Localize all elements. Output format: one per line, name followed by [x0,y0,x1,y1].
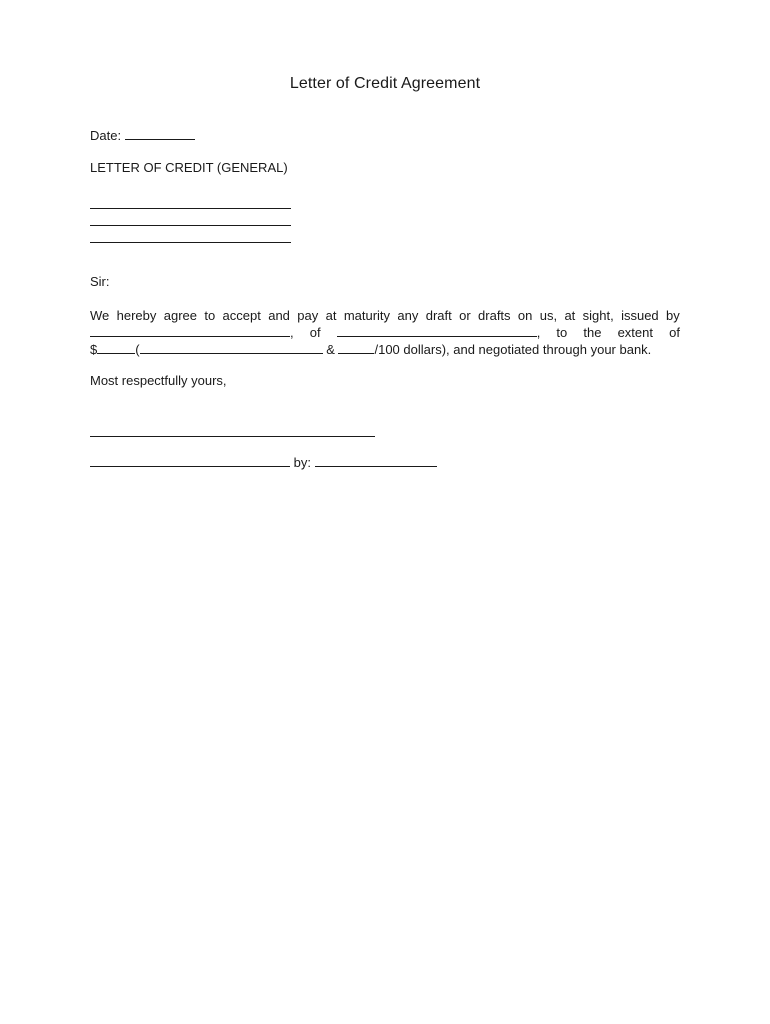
signer-line [90,455,437,471]
of-word: of [309,325,321,340]
paragraph-word: and [268,308,290,323]
extent-word-2: the [583,325,602,340]
issuer-field: , [90,324,294,341]
paragraph-word: to [204,308,216,323]
paragraph-word: sight, [582,308,614,323]
paragraph-line-3 [90,341,680,358]
letter-heading: LETTER OF CREDIT (GENERAL) [90,160,288,175]
paragraph-word: hereby [116,308,157,323]
paragraph-word: at [564,308,576,323]
extent-word-4: of [669,325,680,340]
paragraph-word: any [397,308,419,323]
paragraph-word: issued [621,308,659,323]
paragraph-word: drafts [478,308,511,323]
paragraph-line-1 [90,307,680,324]
paragraph-word: or [459,308,471,323]
document-title: Letter of Credit Agreement [289,75,481,92]
issuer-blank[interactable] [90,325,290,337]
paren-open: ( [135,342,140,357]
date-label: Date: [90,128,122,143]
by-label: by: [290,455,315,470]
paragraph-word: agree [163,308,197,323]
amount-words-blank[interactable] [140,342,323,354]
closing: Most respectfully yours, [90,373,227,388]
ampersand: & [322,342,339,357]
paragraph-word: accept [222,308,261,323]
by-blank[interactable] [315,455,437,467]
dollar-amount-blank[interactable] [97,342,135,354]
date-line [90,128,195,144]
dollars-tail: /100 dollars), and negotiated through your bank. [374,342,652,357]
address-line-3[interactable] [90,231,291,247]
paragraph-word: We [90,308,110,323]
extent-word-3: extent [617,325,653,340]
paragraph-word: maturity [343,308,391,323]
address-line-1[interactable] [90,197,291,213]
paragraph-word: by [666,308,680,323]
signature-line[interactable] [90,425,375,441]
dollar-sign: $ [90,342,98,357]
location-blank[interactable] [337,325,537,337]
paragraph-word: us, [539,308,558,323]
paragraph-word: draft [425,308,452,323]
date-blank[interactable] [125,128,195,140]
address-line-2[interactable] [90,214,291,230]
extent-word-1: to [556,325,568,340]
paragraph-word: on [517,308,533,323]
cents-blank[interactable] [338,342,374,354]
paragraph-word: at [325,308,337,323]
location-field: , [337,324,541,341]
agreement-paragraph [90,307,680,358]
salutation: Sir: [90,274,110,289]
paragraph-line-2 [90,324,680,341]
paragraph-word: pay [297,308,319,323]
signer-name-blank[interactable] [90,455,290,467]
